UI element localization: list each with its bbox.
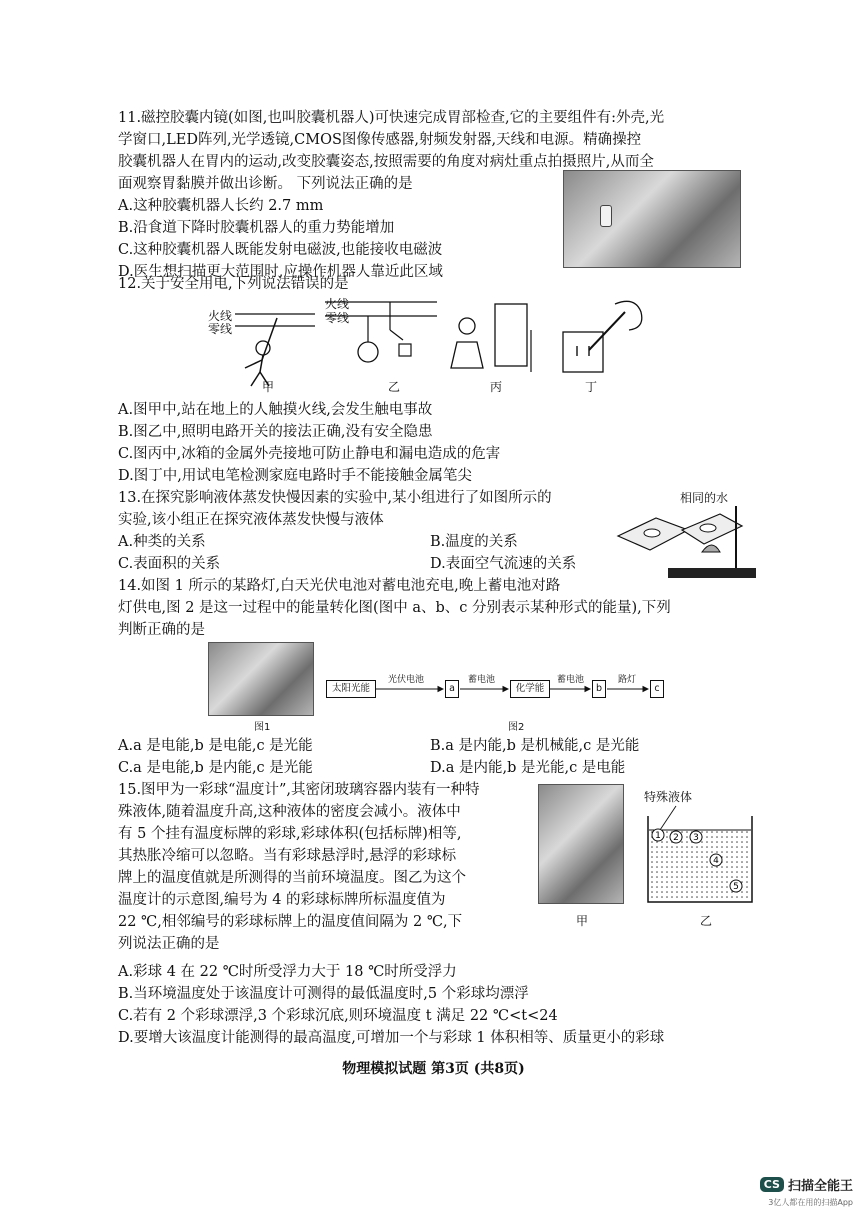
q13-option-c: C.表面积的关系 — [118, 556, 221, 572]
ball-label-3: 3 — [693, 833, 699, 843]
q12-caption-yi: 乙 — [388, 380, 401, 394]
q15-line-1: 15.图甲为一彩球“温度计”,其密闭玻璃容器内装有一种特 — [118, 782, 480, 798]
q15-option-c: C.若有 2 个彩球漂浮,3 个彩球沉底,则环境温度 t 满足 22 ℃<t<24 — [118, 1008, 558, 1024]
flow-label-pv: 光伏电池 — [388, 675, 425, 685]
flow-box-c: c — [650, 680, 664, 698]
q15-option-a: A.彩球 4 在 22 ℃时所受浮力大于 18 ℃时所受浮力 — [118, 964, 457, 980]
q14-caption-fig1: 图1 — [254, 722, 271, 733]
q15-caption-jia: 甲 — [576, 914, 589, 928]
capsule-icon — [600, 205, 612, 227]
flow-box-solar: 太阳光能 — [326, 680, 376, 698]
flow-box-b: b — [592, 680, 606, 698]
q15-line-5: 牌上的温度值就是所测得的当前环境温度。图乙为这个 — [118, 870, 466, 886]
q12-label-neutral: 零线 — [208, 322, 233, 336]
q13-option-b: B.温度的关系 — [430, 534, 518, 550]
q13-label-same-water: 相同的水 — [680, 491, 729, 505]
flow-label-battery-2: 蓄电池 — [557, 675, 585, 685]
q15-caption-yi: 乙 — [700, 914, 713, 928]
q15-line-3: 有 5 个挂有温度标牌的彩球,彩球体积(包括标牌)相等, — [118, 826, 462, 842]
ball-label-5: 5 — [733, 882, 739, 892]
q13-option-a: A.种类的关系 — [118, 534, 206, 550]
q14-option-b: B.a 是内能,b 是机械能,c 是光能 — [430, 738, 640, 754]
q13-option-d: D.表面空气流速的关系 — [430, 556, 577, 572]
flow-box-chemical: 化学能 — [510, 680, 550, 698]
ball-label-4: 4 — [713, 856, 719, 866]
scanner-brand — [760, 1175, 853, 1194]
q13-line-1: 13.在探究影响液体蒸发快慢因素的实验中,某小组进行了如图所示的 — [118, 490, 552, 506]
q12-label-neutral-2: 零线 — [325, 311, 350, 325]
flow-label-battery-1: 蓄电池 — [468, 675, 496, 685]
q15-line-7: 22 ℃,相邻编号的彩球标牌上的温度值间隔为 2 ℃,下 — [118, 914, 463, 930]
q14-caption-fig2: 图2 — [508, 722, 525, 733]
q11-line-3: 胶囊机器人在胃内的运动,改变胶囊姿态,按照需要的角度对病灶重点拍摄照片,从而全 — [118, 154, 654, 170]
q15-option-d: D.要增大该温度计能测得的最高温度,可增加一个与彩球 1 体积相等、质量更小的彩球 — [118, 1030, 665, 1046]
thermometer-photo — [538, 784, 624, 904]
q14-option-c: C.a 是电能,b 是内能,c 是光能 — [118, 760, 313, 776]
q12-caption-bing: 丙 — [490, 380, 503, 394]
q11-line-2: 学窗口,LED阵列,光学透镜,CMOS图像传感器,射频发射器,天线和电源。精确操控 — [118, 132, 642, 148]
q12-option-d: D.图丁中,用试电笔检测家庭电路时手不能接触金属笔尖 — [118, 468, 472, 484]
q12-option-a: A.图甲中,站在地上的人触摸火线,会发生触电事故 — [118, 402, 433, 418]
ball-label-1: 1 — [655, 831, 661, 841]
q12-label-live-2: 火线 — [325, 297, 350, 311]
q15-thermometer-diagram — [640, 800, 760, 908]
q11-line-4: 面观察胃黏膜并做出诊断。 下列说法正确的是 — [118, 176, 413, 192]
capsule-robot-photo — [563, 170, 741, 268]
q14-line-3: 判断正确的是 — [118, 622, 205, 638]
q11-option-c: C.这种胶囊机器人既能发射电磁波,也能接收电磁波 — [118, 242, 443, 258]
q15-line-6: 温度计的示意图,编号为 4 的彩球标牌所标温度值为 — [118, 892, 446, 908]
q14-line-2: 灯供电,图 2 是这一过程中的能量转化图(图中 a、b、c 分别表示某种形式的能量),下列 — [118, 600, 671, 616]
q15-option-b: B.当环境温度处于该温度计可测得的最低温度时,5 个彩球均漂浮 — [118, 986, 529, 1002]
q13-line-2: 实验,该小组正在探究液体蒸发快慢与液体 — [118, 512, 384, 528]
brand-subtitle: 3亿人都在用的扫描App — [768, 1198, 853, 1207]
brand-name: 扫描全能王 — [787, 1179, 853, 1194]
q13-evaporation-figure — [612, 500, 762, 582]
q15-line-8: 列说法正确的是 — [118, 936, 220, 952]
flow-arrows — [374, 682, 654, 696]
flow-box-a: a — [445, 680, 459, 698]
q14-option-d: D.a 是内能,b 是光能,c 是电能 — [430, 760, 626, 776]
q12-label-live: 火线 — [208, 309, 233, 323]
q11-line-1: 11.磁控胶囊内镜(如图,也叫胶囊机器人)可快速完成胃部检查,它的主要组件有:外壳,光 — [118, 110, 665, 126]
page-footer: 物理模拟试题 第3页 (共8页) — [342, 1061, 525, 1077]
q12-caption-ding: 丁 — [585, 380, 598, 394]
q15-line-4: 其热胀冷缩可以忽略。当有彩球悬浮时,悬浮的彩球标 — [118, 848, 457, 864]
q12-figure — [205, 290, 665, 392]
q15-line-2: 殊液体,随着温度升高,这种液体的密度会减小。液体中 — [118, 804, 461, 820]
q12-stem: 12.关于安全用电,下列说法错误的是 — [118, 276, 349, 292]
q11-option-b: B.沿食道下降时胶囊机器人的重力势能增加 — [118, 220, 395, 236]
q12-caption-jia: 甲 — [262, 380, 275, 394]
flow-label-lamp: 路灯 — [618, 675, 637, 685]
q14-line-1: 14.如图 1 所示的某路灯,白天光伏电池对蓄电池充电,晚上蓄电池对路 — [118, 578, 561, 594]
q11-option-a: A.这种胶囊机器人长约 2.7 mm — [118, 198, 324, 214]
q15-label-special-liquid: 特殊液体 — [644, 790, 693, 804]
street-lamp-photo — [208, 642, 314, 716]
ball-label-2: 2 — [673, 833, 679, 843]
q14-option-a: A.a 是电能,b 是电能,c 是光能 — [118, 738, 313, 754]
q12-option-c: C.图丙中,冰箱的金属外壳接地可防止静电和漏电造成的危害 — [118, 446, 501, 462]
q12-option-b: B.图乙中,照明电路开关的接法正确,没有安全隐患 — [118, 424, 433, 440]
q11-option-d: D.医生想扫描更大范围时,应操作机器人靠近此区域 — [118, 264, 443, 280]
cs-logo-icon: CS — [760, 1177, 784, 1192]
